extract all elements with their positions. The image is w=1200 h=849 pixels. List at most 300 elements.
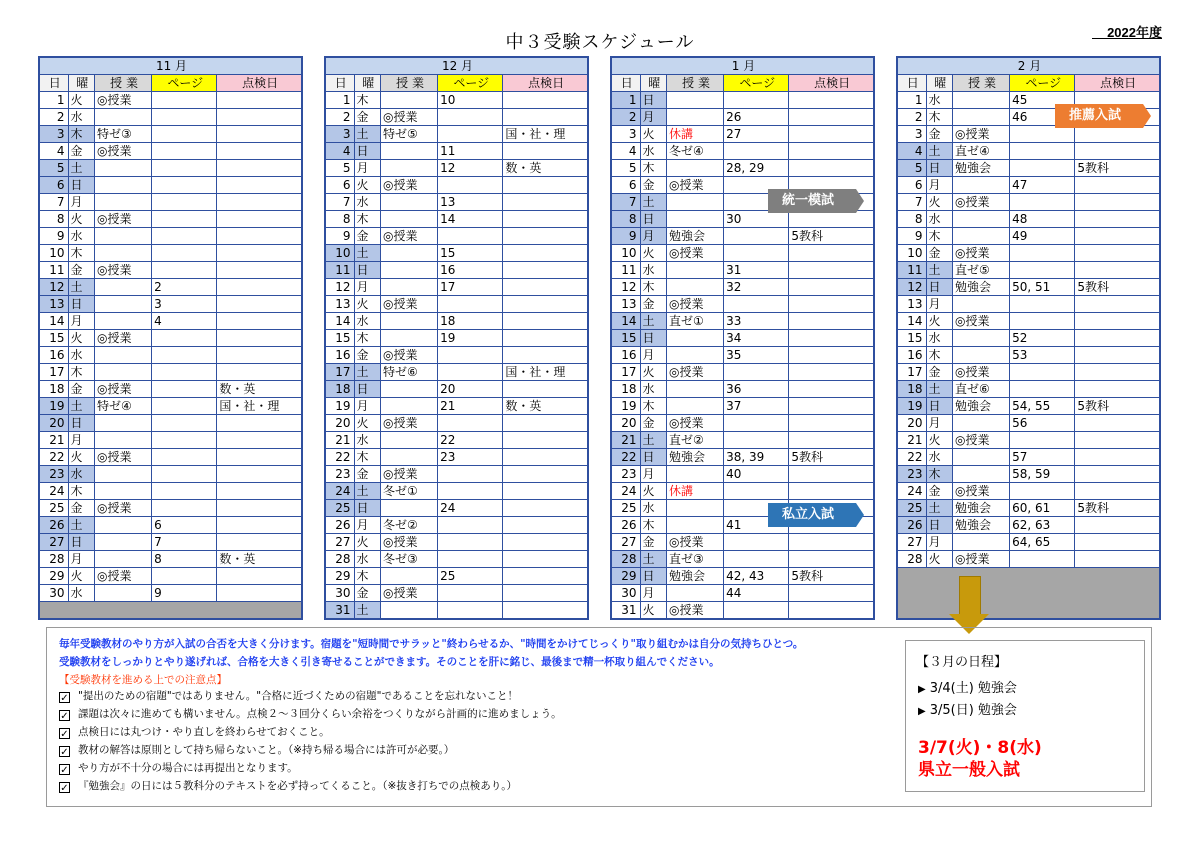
lesson-cell: [667, 330, 724, 347]
table-row: [40, 143, 302, 160]
table-row: [326, 500, 588, 517]
lesson-cell: 勉強会: [953, 517, 1010, 534]
weekday-cell: 木: [640, 279, 667, 296]
lesson-cell: ◎授業: [667, 177, 724, 194]
check-cell: [503, 313, 588, 330]
weekday-cell: 日: [926, 517, 953, 534]
lesson-cell: [95, 551, 152, 568]
check-cell: [217, 585, 302, 602]
day-cell: 14: [898, 313, 927, 330]
check-cell: [789, 381, 874, 398]
day-cell: 15: [40, 330, 69, 347]
check-cell: [789, 279, 874, 296]
lesson-cell: [95, 534, 152, 551]
day-cell: 30: [326, 585, 355, 602]
lesson-cell: [667, 92, 724, 109]
page-cell: 13: [438, 194, 503, 211]
page-cell: [438, 347, 503, 364]
day-cell: 7: [40, 194, 69, 211]
day-cell: 24: [40, 483, 69, 500]
lesson-cell: [381, 262, 438, 279]
page-cell: [152, 194, 217, 211]
table-row: [898, 262, 1160, 279]
table-row: [40, 568, 302, 585]
check-cell: [789, 92, 874, 109]
weekday-cell: 日: [926, 160, 953, 177]
day-cell: 23: [40, 466, 69, 483]
table-row: [326, 296, 588, 313]
lesson-cell: [381, 245, 438, 262]
check-cell: [789, 602, 874, 619]
page-cell: [152, 483, 217, 500]
table-row: [612, 534, 874, 551]
lesson-cell: ◎授業: [95, 262, 152, 279]
weekday-cell: 火: [640, 483, 667, 500]
day-cell: 12: [326, 279, 355, 296]
page-cell: [152, 160, 217, 177]
page-cell: 56: [1010, 415, 1075, 432]
lesson-cell: 勉強会: [667, 449, 724, 466]
down-arrow-shaft: [959, 576, 981, 618]
check-cell: [503, 330, 588, 347]
day-cell: 4: [612, 143, 641, 160]
table-row: [612, 432, 874, 449]
page-cell: 20: [438, 381, 503, 398]
check-cell: [789, 262, 874, 279]
weekday-cell: 金: [68, 381, 95, 398]
lesson-cell: 勉強会: [953, 279, 1010, 296]
page-cell: 52: [1010, 330, 1075, 347]
table-row: [612, 585, 874, 602]
weekday-cell: 土: [640, 194, 667, 211]
triangle-bullet-icon: ▶: [918, 706, 926, 717]
lesson-cell: ◎授業: [667, 534, 724, 551]
day-cell: 30: [612, 585, 641, 602]
day-cell: 11: [612, 262, 641, 279]
day-cell: 27: [898, 534, 927, 551]
day-cell: 25: [326, 500, 355, 517]
page-cell: [438, 228, 503, 245]
day-cell: 2: [326, 109, 355, 126]
page-cell: 22: [438, 432, 503, 449]
lesson-cell: ◎授業: [667, 245, 724, 262]
check-cell: [1075, 143, 1160, 160]
checkbox-icon: ✓: [60, 747, 69, 758]
page-cell: 6: [152, 517, 217, 534]
table-row: [40, 160, 302, 177]
page-cell: [438, 551, 503, 568]
day-cell: 31: [612, 602, 641, 619]
day-cell: 17: [898, 364, 927, 381]
lesson-cell: ◎授業: [667, 602, 724, 619]
day-cell: 13: [40, 296, 69, 313]
lesson-cell: [95, 109, 152, 126]
table-row: [612, 602, 874, 619]
lesson-cell: 勉強会: [953, 500, 1010, 517]
lesson-cell: [381, 432, 438, 449]
weekday-cell: 日: [68, 415, 95, 432]
lesson-cell: [381, 211, 438, 228]
filler-cell: [898, 568, 1160, 619]
weekday-cell: 金: [640, 296, 667, 313]
page-cell: [152, 398, 217, 415]
weekday-cell: 月: [640, 347, 667, 364]
check-cell: [1075, 551, 1160, 568]
table-row: [326, 126, 588, 143]
table-row: [612, 313, 874, 330]
lesson-cell: [381, 313, 438, 330]
table-row: [326, 534, 588, 551]
check-cell: [1075, 483, 1160, 500]
lesson-cell: ◎授業: [381, 347, 438, 364]
day-cell: 22: [612, 449, 641, 466]
lesson-cell: ◎授業: [95, 330, 152, 347]
weekday-cell: 金: [926, 364, 953, 381]
column-header-page: ページ: [724, 75, 789, 92]
weekday-cell: 水: [68, 585, 95, 602]
lesson-cell: [953, 415, 1010, 432]
day-cell: 10: [326, 245, 355, 262]
page-cell: [152, 262, 217, 279]
weekday-cell: 木: [926, 347, 953, 364]
day-cell: 2: [898, 109, 927, 126]
day-cell: 15: [612, 330, 641, 347]
column-header-check: 点検日: [217, 75, 302, 92]
table-row: [326, 415, 588, 432]
table-row: [40, 279, 302, 296]
day-cell: 17: [40, 364, 69, 381]
check-cell: [503, 228, 588, 245]
lesson-cell: 勉強会: [667, 228, 724, 245]
check-cell: [503, 449, 588, 466]
month-table-feb: [896, 56, 1161, 620]
triangle-bullet-icon: ▶: [918, 684, 926, 695]
day-cell: 21: [612, 432, 641, 449]
weekday-cell: 土: [354, 364, 381, 381]
table-row: [612, 109, 874, 126]
lesson-cell: [953, 211, 1010, 228]
page-cell: [1010, 296, 1075, 313]
page-cell: 37: [724, 398, 789, 415]
table-row: [40, 330, 302, 347]
page-cell: 24: [438, 500, 503, 517]
lesson-cell: [381, 398, 438, 415]
lesson-cell: ◎授業: [953, 126, 1010, 143]
table-row: [326, 313, 588, 330]
table-row: [326, 279, 588, 296]
table-row: [40, 415, 302, 432]
weekday-cell: 月: [354, 517, 381, 534]
filler-row: [40, 602, 302, 619]
day-cell: 13: [898, 296, 927, 313]
year-underline: [1092, 38, 1162, 39]
table-row: [612, 126, 874, 143]
lesson-cell: ◎授業: [95, 143, 152, 160]
weekday-cell: 月: [68, 432, 95, 449]
page-cell: 4: [152, 313, 217, 330]
table-row: [40, 109, 302, 126]
recommend-exam-tag: 推薦入試: [1055, 104, 1143, 128]
lesson-cell: [953, 109, 1010, 126]
page-cell: [152, 177, 217, 194]
weekday-cell: 月: [640, 585, 667, 602]
table-row: [326, 228, 588, 245]
lesson-cell: [953, 449, 1010, 466]
check-cell: [1075, 466, 1160, 483]
table-row: [326, 364, 588, 381]
table-row: [612, 92, 874, 109]
check-cell: [789, 415, 874, 432]
month-table-nov: [38, 56, 303, 620]
day-cell: 5: [612, 160, 641, 177]
column-header-page: ページ: [1010, 75, 1075, 92]
weekday-cell: 金: [354, 347, 381, 364]
page-cell: [724, 143, 789, 160]
weekday-cell: 火: [640, 126, 667, 143]
table-row: [612, 296, 874, 313]
weekday-cell: 金: [640, 415, 667, 432]
weekday-cell: 火: [926, 194, 953, 211]
page-cell: 54, 55: [1010, 398, 1075, 415]
table-row: [40, 449, 302, 466]
weekday-cell: 水: [68, 228, 95, 245]
page-cell: 35: [724, 347, 789, 364]
lesson-cell: ◎授業: [381, 585, 438, 602]
lesson-cell: [95, 296, 152, 313]
weekday-cell: 日: [354, 500, 381, 517]
lesson-cell: [953, 534, 1010, 551]
day-cell: 25: [40, 500, 69, 517]
table-row: [326, 432, 588, 449]
weekday-cell: 月: [354, 279, 381, 296]
table-row: [326, 194, 588, 211]
weekday-cell: 火: [926, 551, 953, 568]
weekday-cell: 月: [926, 534, 953, 551]
check-cell: [789, 109, 874, 126]
lesson-cell: 特ゼ⑤: [381, 126, 438, 143]
lesson-cell: 勉強会: [953, 160, 1010, 177]
page-cell: [438, 415, 503, 432]
day-cell: 6: [612, 177, 641, 194]
lesson-cell: [667, 347, 724, 364]
day-cell: 4: [40, 143, 69, 160]
lesson-cell: ◎授業: [381, 296, 438, 313]
check-cell: [789, 126, 874, 143]
page-title: 中３受験スケジュール: [505, 32, 695, 53]
day-cell: 18: [40, 381, 69, 398]
check-cell: [789, 398, 874, 415]
page-cell: 40: [724, 466, 789, 483]
month-table-dec: [324, 56, 589, 620]
table-row: [326, 109, 588, 126]
lesson-cell: [667, 279, 724, 296]
month-grid: [325, 57, 588, 619]
lesson-cell: [667, 262, 724, 279]
check-cell: [217, 126, 302, 143]
page-cell: 44: [724, 585, 789, 602]
note-item: ✓ 課題は次々に進めても構いません。点検２～３回分くらい余裕をつくりながら計画的に進めましょう。: [60, 708, 562, 722]
lesson-cell: ◎授業: [95, 92, 152, 109]
page-cell: [724, 92, 789, 109]
lesson-cell: [953, 296, 1010, 313]
page-cell: [152, 330, 217, 347]
month-name: 1 月: [612, 58, 874, 75]
page-cell: 42, 43: [724, 568, 789, 585]
weekday-cell: 火: [68, 92, 95, 109]
weekday-cell: 水: [926, 330, 953, 347]
lesson-cell: ◎授業: [953, 313, 1010, 330]
page-cell: 10: [438, 92, 503, 109]
page-cell: 15: [438, 245, 503, 262]
page-cell: [724, 602, 789, 619]
page-cell: [724, 296, 789, 313]
table-row: [40, 381, 302, 398]
lesson-cell: ◎授業: [381, 466, 438, 483]
check-cell: [1075, 534, 1160, 551]
page-cell: 33: [724, 313, 789, 330]
day-cell: 20: [326, 415, 355, 432]
table-row: [898, 483, 1160, 500]
page-cell: 53: [1010, 347, 1075, 364]
page-cell: [724, 245, 789, 262]
weekday-cell: 月: [926, 296, 953, 313]
column-header-weekday: 曜: [68, 75, 95, 92]
table-row: [898, 126, 1160, 143]
check-cell: [1075, 330, 1160, 347]
weekday-cell: 木: [640, 517, 667, 534]
weekday-cell: 土: [354, 602, 381, 619]
day-cell: 8: [326, 211, 355, 228]
table-row: [40, 347, 302, 364]
table-row: [40, 551, 302, 568]
page-cell: 18: [438, 313, 503, 330]
column-header-check: 点検日: [1075, 75, 1160, 92]
day-cell: 10: [898, 245, 927, 262]
table-row: [40, 517, 302, 534]
page-cell: [724, 432, 789, 449]
check-cell: [217, 500, 302, 517]
page-cell: 46: [1010, 109, 1075, 126]
page-cell: [152, 364, 217, 381]
check-cell: [1075, 228, 1160, 245]
day-cell: 4: [326, 143, 355, 160]
check-cell: [217, 228, 302, 245]
weekday-cell: 水: [68, 466, 95, 483]
table-row: [898, 228, 1160, 245]
table-row: [898, 534, 1160, 551]
check-cell: [503, 143, 588, 160]
notes-heading: 【受験教材を進める上での注意点】: [59, 674, 227, 686]
day-cell: 28: [40, 551, 69, 568]
weekday-cell: 水: [640, 262, 667, 279]
day-cell: 29: [612, 568, 641, 585]
month-grid: [897, 57, 1160, 619]
table-row: [612, 160, 874, 177]
page-cell: 31: [724, 262, 789, 279]
month-grid: [39, 57, 302, 619]
day-cell: 26: [612, 517, 641, 534]
day-cell: 19: [326, 398, 355, 415]
lesson-cell: 冬ゼ①: [381, 483, 438, 500]
note-item: ✓ 教材の解答は原則として持ち帰らないこと。（※持ち帰る場合には許可が必要。）: [60, 744, 455, 758]
page-cell: [1010, 143, 1075, 160]
check-cell: [503, 194, 588, 211]
day-cell: 11: [326, 262, 355, 279]
lesson-cell: [95, 364, 152, 381]
table-row: [40, 245, 302, 262]
check-cell: [503, 211, 588, 228]
check-cell: [217, 92, 302, 109]
lesson-cell: [667, 466, 724, 483]
lesson-cell: [95, 160, 152, 177]
column-header-weekday: 曜: [354, 75, 381, 92]
check-cell: [217, 534, 302, 551]
check-cell: [503, 347, 588, 364]
march-title: 【３月の日程】: [916, 655, 1008, 670]
table-row: [326, 262, 588, 279]
page-cell: [1010, 381, 1075, 398]
weekday-cell: 火: [354, 534, 381, 551]
lesson-cell: ◎授業: [953, 245, 1010, 262]
lesson-cell: ◎授業: [953, 432, 1010, 449]
table-row: [898, 143, 1160, 160]
page-cell: 3: [152, 296, 217, 313]
page-cell: [438, 483, 503, 500]
day-cell: 29: [326, 568, 355, 585]
table-row: [326, 330, 588, 347]
table-row: [326, 245, 588, 262]
checkbox-icon: ✓: [60, 729, 69, 740]
checkbox-icon: ✓: [60, 765, 69, 776]
column-header-lesson: 授 業: [381, 75, 438, 92]
page-cell: [438, 517, 503, 534]
private-exam-tag: 私立入試: [768, 503, 856, 527]
check-cell: [1075, 245, 1160, 262]
day-cell: 15: [326, 330, 355, 347]
check-cell: 5教科: [789, 228, 874, 245]
weekday-cell: 日: [926, 398, 953, 415]
lesson-cell: 休講: [667, 483, 724, 500]
march-item: ▶ 3/4(土) 勉強会: [918, 681, 1017, 696]
day-cell: 8: [612, 211, 641, 228]
day-cell: 24: [326, 483, 355, 500]
check-cell: [217, 432, 302, 449]
weekday-cell: 水: [354, 432, 381, 449]
page-cell: 2: [152, 279, 217, 296]
check-cell: [503, 279, 588, 296]
weekday-cell: 水: [68, 347, 95, 364]
lesson-cell: 直ゼ④: [953, 143, 1010, 160]
day-cell: 24: [612, 483, 641, 500]
check-cell: [503, 568, 588, 585]
table-row: [898, 330, 1160, 347]
page-cell: [724, 534, 789, 551]
page-cell: 19: [438, 330, 503, 347]
table-row: [326, 551, 588, 568]
page-cell: [152, 211, 217, 228]
check-cell: [503, 602, 588, 619]
check-cell: [503, 500, 588, 517]
weekday-cell: 金: [640, 534, 667, 551]
day-cell: 27: [326, 534, 355, 551]
check-cell: [217, 364, 302, 381]
check-cell: [217, 160, 302, 177]
day-cell: 13: [326, 296, 355, 313]
day-cell: 19: [612, 398, 641, 415]
page-cell: [438, 466, 503, 483]
day-cell: 27: [40, 534, 69, 551]
check-cell: [1075, 517, 1160, 534]
